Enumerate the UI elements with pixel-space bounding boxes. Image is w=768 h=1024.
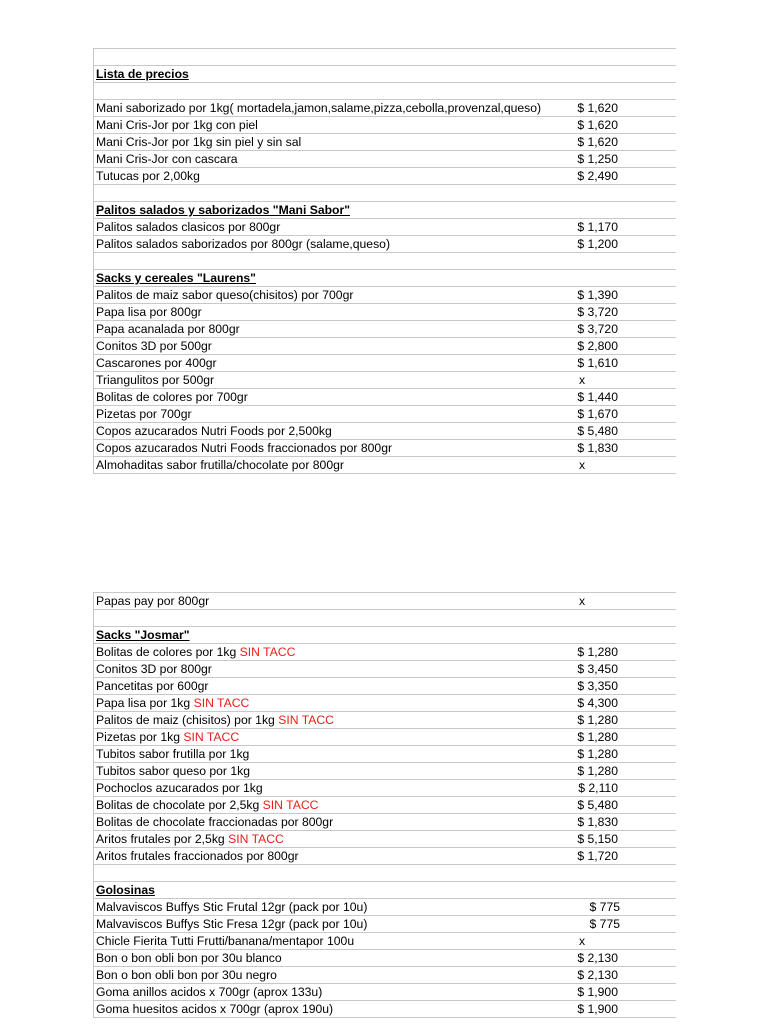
product-name (96, 780, 264, 796)
price-value: $ 3,720 (544, 321, 620, 337)
price-row (94, 389, 676, 406)
price-row (94, 117, 676, 134)
price-row (94, 746, 676, 763)
product-name (96, 168, 201, 184)
product-name-text: Pizetas por 1kg (96, 730, 184, 744)
product-name (96, 321, 241, 337)
product-name (96, 831, 285, 847)
price-value: $ 1,390 (544, 287, 620, 303)
price-value: $ 3,350 (544, 678, 620, 694)
product-name (96, 678, 209, 694)
price-row (94, 372, 676, 389)
product-name-text: Bolitas de chocolate fraccionadas por 800gr (96, 815, 334, 829)
price-row (94, 763, 676, 780)
price-value: x (544, 933, 620, 949)
price-value: $ 2,130 (544, 950, 620, 966)
product-name (96, 797, 319, 813)
sin-tacc-tag: SIN TACC (228, 832, 284, 846)
price-row (94, 950, 676, 967)
product-name-text: Pochoclos azucarados por 1kg (96, 781, 263, 795)
product-name-text: Copos azucarados Nutri Foods por 2,500kg (96, 424, 332, 438)
price-row (94, 916, 676, 933)
product-name-text: Bolitas de colores por 700gr (96, 390, 248, 404)
empty-row (94, 253, 676, 270)
price-row (94, 100, 676, 117)
price-value: $ 1,280 (544, 712, 620, 728)
empty-row (94, 610, 676, 627)
product-name-text: Palitos salados clasicos por 800gr (96, 220, 281, 234)
price-row (94, 967, 676, 984)
price-value: $ 1,280 (544, 644, 620, 660)
product-name (96, 848, 300, 864)
product-name-text: Goma anillos acidos x 700gr (aprox 133u) (96, 985, 323, 999)
price-value: $ 1,900 (544, 984, 620, 1000)
price-value: $ 1,250 (544, 151, 620, 167)
price-value: $ 1,280 (544, 746, 620, 762)
product-name-text: Malvaviscos Buffys Stic Frutal 12gr (pack por 10u) (96, 900, 368, 914)
empty-row (94, 49, 676, 66)
product-name-text: Cascarones por 400gr (96, 356, 217, 370)
product-name-text: Conitos 3D por 500gr (96, 339, 212, 353)
price-value: $ 775 (544, 899, 620, 915)
price-value: $ 4,300 (544, 695, 620, 711)
product-name-text: Mani saborizado por 1kg( mortadela,jamon,salame,pizza,cebolla,provenzal,queso) (96, 101, 542, 115)
product-name-text: Triangulitos por 500gr (96, 373, 215, 387)
price-value: $ 3,450 (544, 661, 620, 677)
price-value: $ 5,480 (544, 423, 620, 439)
price-row (94, 151, 676, 168)
price-row (94, 644, 676, 661)
price-row (94, 814, 676, 831)
price-value: $ 1,280 (544, 763, 620, 779)
price-value: $ 2,490 (544, 168, 620, 184)
sin-tacc-tag: SIN TACC (239, 645, 296, 659)
price-value: $ 1,670 (544, 406, 620, 422)
product-name (96, 814, 334, 830)
price-value: $ 5,480 (544, 797, 620, 813)
product-name (96, 236, 391, 252)
product-name-text: Malvaviscos Buffys Stic Fresa 12gr (pack por 10u) (96, 917, 368, 931)
price-row (94, 457, 676, 474)
product-name (96, 967, 278, 983)
product-name-text: Goma huesitos acidos x 700gr (aprox 190u) (96, 1002, 334, 1016)
price-row (94, 423, 676, 440)
product-name-text: Tubitos sabor queso por 1kg (96, 764, 251, 778)
product-name (96, 933, 355, 949)
product-name (96, 916, 368, 932)
product-name (96, 389, 249, 405)
price-row (94, 338, 676, 355)
product-name-text: Papa acanalada por 800gr (96, 322, 240, 336)
price-row (94, 780, 676, 797)
product-name (96, 661, 213, 677)
price-row (94, 661, 676, 678)
product-name-text: Palitos salados y saborizados "Mani Sabor" (96, 203, 351, 217)
sin-tacc-tag: SIN TACC (183, 730, 240, 744)
product-name (96, 219, 281, 235)
price-row (94, 236, 676, 253)
price-row (94, 406, 676, 423)
price-row (94, 695, 676, 712)
price-row (94, 321, 676, 338)
product-name (96, 984, 323, 1000)
product-name (96, 729, 240, 745)
product-name (96, 287, 354, 303)
price-rows (94, 49, 676, 474)
price-row (94, 678, 676, 695)
product-name-text: Tubitos sabor frutilla por 1kg (96, 747, 250, 761)
product-name (96, 134, 302, 150)
section-header-row (94, 882, 676, 899)
price-sheet-2 (93, 592, 676, 1018)
product-name-text: Bon o bon obli bon por 30u blanco (96, 951, 282, 965)
section-header-row (94, 270, 676, 287)
product-name (96, 372, 215, 388)
section-header-row (94, 66, 676, 83)
price-value: $ 1,170 (544, 219, 620, 235)
product-name (96, 440, 393, 456)
product-name-text: Bon o bon obli bon por 30u negro (96, 968, 277, 982)
section-title (96, 270, 257, 286)
price-value: $ 5,150 (544, 831, 620, 847)
price-value: $ 1,830 (544, 440, 620, 456)
price-value: $ 2,130 (544, 967, 620, 983)
sin-tacc-tag: SIN TACC (278, 713, 334, 727)
price-row (94, 440, 676, 457)
price-value: x (544, 457, 620, 473)
product-name (96, 457, 345, 473)
price-value: $ 1,440 (544, 389, 620, 405)
product-name-text: Pancetitas por 600gr (96, 679, 209, 693)
price-rows (94, 593, 676, 1018)
product-name-text: Sacks "Josmar" (96, 628, 190, 642)
price-value: $ 1,620 (544, 134, 620, 150)
product-name-text: Mani Cris-Jor por 1kg con piel (96, 118, 258, 132)
product-name (96, 338, 213, 354)
product-name-text: Mani Cris-Jor por 1kg sin piel y sin sal (96, 135, 302, 149)
price-row (94, 287, 676, 304)
price-row (94, 134, 676, 151)
section-title (96, 202, 351, 218)
product-name (96, 695, 250, 711)
price-value: $ 1,200 (544, 236, 620, 252)
product-name-text: Palitos de maiz sabor queso(chisitos) por 700gr (96, 288, 354, 302)
product-name (96, 593, 210, 609)
empty-row (94, 83, 676, 100)
sin-tacc-tag: SIN TACC (193, 696, 250, 710)
product-name-text: Lista de precios (96, 67, 189, 81)
price-value: $ 775 (544, 916, 620, 932)
price-value: $ 3,720 (544, 304, 620, 320)
price-row (94, 304, 676, 321)
product-name (96, 763, 251, 779)
product-name (96, 1001, 334, 1017)
price-row (94, 984, 676, 1001)
price-row (94, 831, 676, 848)
product-name (96, 304, 203, 320)
sin-tacc-tag: SIN TACC (262, 798, 319, 812)
product-name (96, 100, 542, 116)
price-row (94, 848, 676, 865)
price-row (94, 355, 676, 372)
price-value: $ 2,110 (544, 780, 620, 796)
product-name-text: Bolitas de chocolate por 2,5kg (96, 798, 263, 812)
price-row (94, 593, 676, 610)
price-value: $ 2,800 (544, 338, 620, 354)
product-name (96, 151, 239, 167)
product-name (96, 899, 368, 915)
product-name (96, 644, 296, 660)
product-name-text: Papa lisa por 1kg (96, 696, 194, 710)
product-name (96, 406, 193, 422)
product-name-text: Palitos de maiz (chisitos) por 1kg (96, 713, 279, 727)
price-row (94, 168, 676, 185)
product-name (96, 423, 333, 439)
section-header-row (94, 202, 676, 219)
product-name-text: Aritos frutales fraccionados por 800gr (96, 849, 299, 863)
product-name-text: Papa lisa por 800gr (96, 305, 202, 319)
product-name (96, 355, 218, 371)
section-title (96, 882, 156, 898)
section-header-row (94, 627, 676, 644)
product-name-text: Almohaditas sabor frutilla/chocolate por 800gr (96, 458, 344, 472)
price-sheet-1 (93, 48, 676, 474)
product-name-text: Pizetas por 700gr (96, 407, 192, 421)
product-name-text: Tutucas por 2,00kg (96, 169, 200, 183)
price-row (94, 219, 676, 236)
price-row (94, 1001, 676, 1018)
price-row (94, 729, 676, 746)
product-name-text: Chicle Fierita Tutti Frutti/banana/mentapor 100u (96, 934, 355, 948)
price-value: $ 1,720 (544, 848, 620, 864)
price-value: $ 1,620 (544, 100, 620, 116)
price-value: $ 1,610 (544, 355, 620, 371)
section-title (96, 627, 191, 643)
price-value: x (544, 593, 620, 609)
price-row (94, 712, 676, 729)
price-value: $ 1,900 (544, 1001, 620, 1017)
empty-row (94, 185, 676, 202)
product-name-text: Bolitas de colores por 1kg (96, 645, 240, 659)
price-row (94, 797, 676, 814)
product-name-text: Papas pay por 800gr (96, 594, 210, 608)
price-value: x (544, 372, 620, 388)
product-name-text: Aritos frutales por 2,5kg (96, 832, 229, 846)
price-value: $ 1,830 (544, 814, 620, 830)
product-name (96, 117, 259, 133)
empty-row (94, 865, 676, 882)
product-name (96, 712, 335, 728)
product-name (96, 746, 250, 762)
product-name-text: Sacks y cereales "Laurens" (96, 271, 256, 285)
price-value: $ 1,620 (544, 117, 620, 133)
product-name-text: Golosinas (96, 883, 155, 897)
product-name-text: Palitos salados saborizados por 800gr (salame,queso) (96, 237, 391, 251)
price-value: $ 1,280 (544, 729, 620, 745)
product-name-text: Conitos 3D por 800gr (96, 662, 212, 676)
price-row (94, 933, 676, 950)
product-name-text: Mani Cris-Jor con cascara (96, 152, 238, 166)
section-title (96, 66, 190, 82)
price-row (94, 899, 676, 916)
product-name-text: Copos azucarados Nutri Foods fraccionados por 800gr (96, 441, 393, 455)
product-name (96, 950, 283, 966)
